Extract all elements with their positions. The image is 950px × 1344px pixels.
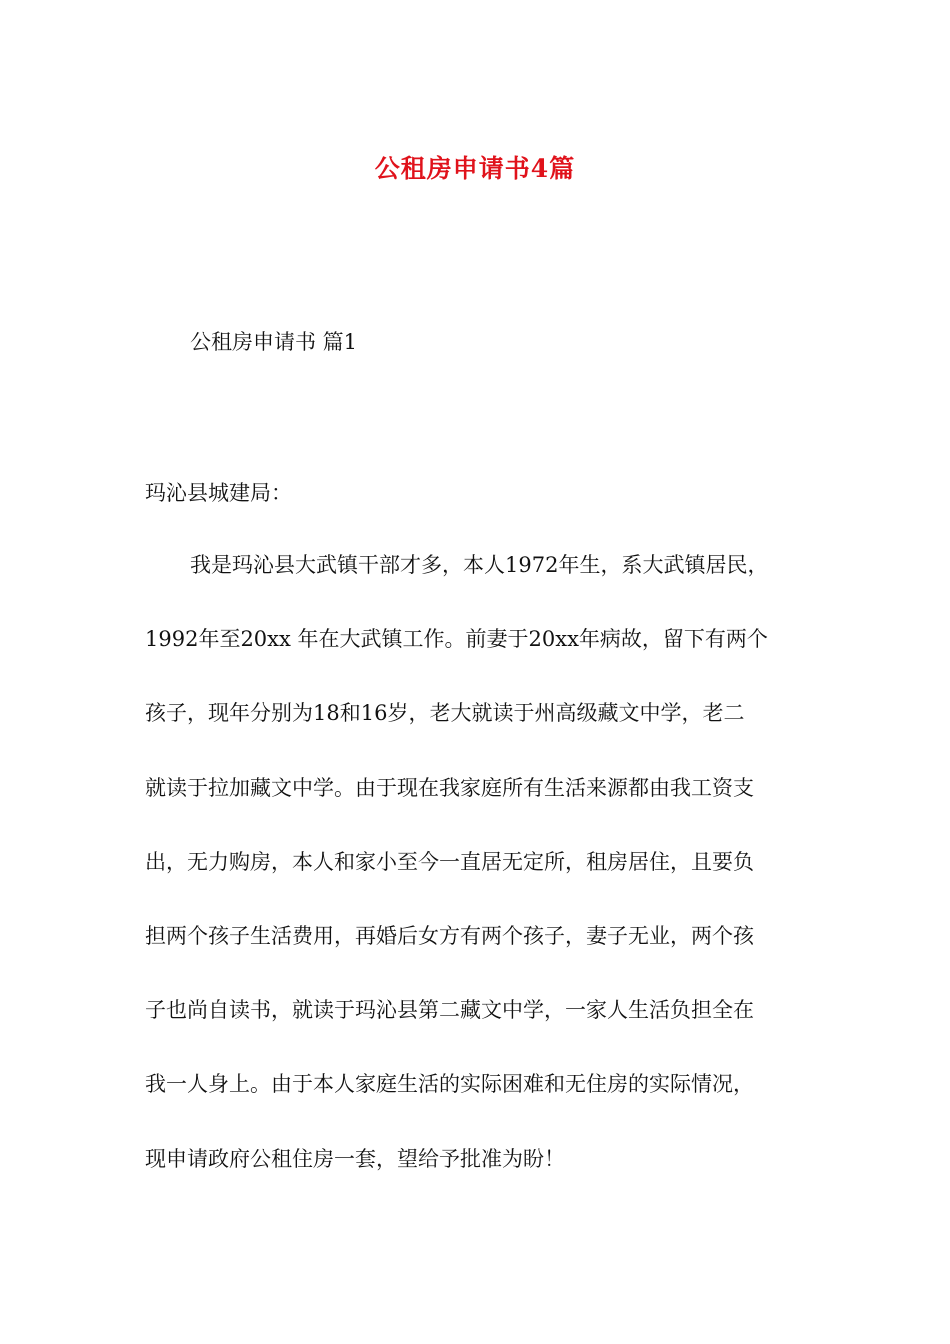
- body-line: 现申请政府公租住房一套，望给予批准为盼！: [145, 1146, 565, 1171]
- salutation: 玛沁县城建局：: [145, 481, 292, 505]
- body-line: 1992年至20xx 年在大武镇工作。前妻于20xx年病故，留下有两个: [145, 627, 768, 652]
- section-heading: 公租房申请书 篇1: [190, 330, 358, 354]
- body-line: 子也尚自读书，就读于玛沁县第二藏文中学，一家人生活负担全在: [145, 998, 754, 1023]
- body-line: 担两个孩子生活费用，再婚后女方有两个孩子，妻子无业，两个孩: [145, 923, 754, 948]
- body-line: 出，无力购房，本人和家小至今一直居无定所，租房居住，且要负: [145, 849, 754, 874]
- body-line: 我一人身上。由于本人家庭生活的实际困难和无住房的实际情况，: [145, 1072, 754, 1097]
- letter-body: [145, 548, 815, 1216]
- body-line: 我是玛沁县大武镇干部才多，本人1972年生，系大武镇居民，: [190, 553, 769, 577]
- body-line: 孩子，现年分别为18和16岁，老大就读于州高级藏文中学，老二: [145, 701, 745, 726]
- document-title: 公租房申请书4篇: [374, 153, 576, 183]
- body-line: 就读于拉加藏文中学。由于现在我家庭所有生活来源都由我工资支: [145, 775, 754, 800]
